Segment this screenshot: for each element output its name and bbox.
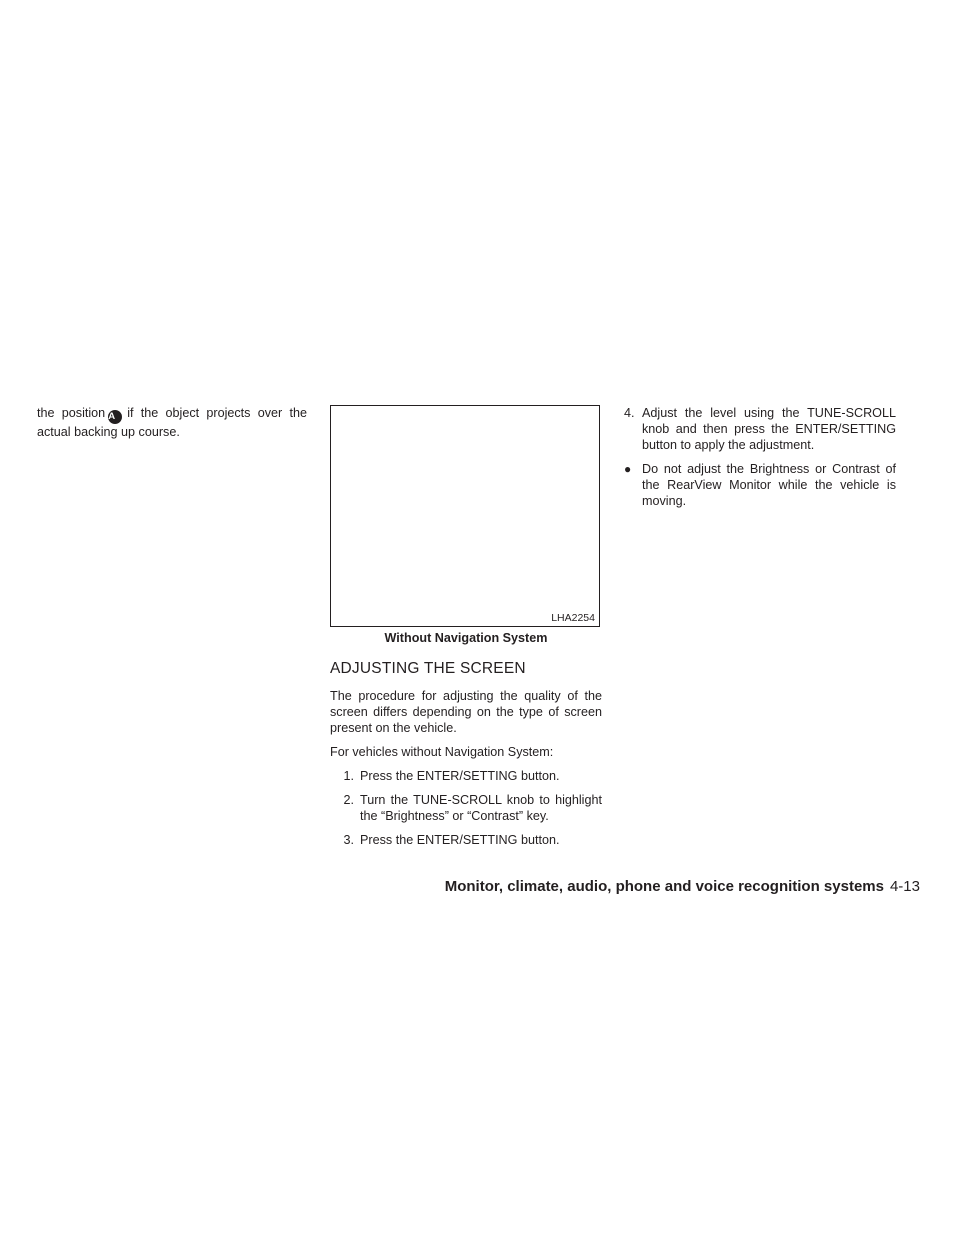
- step-2-text: Turn the TUNE-SCROLL knob to highlight the “Brightness” or “Contrast” key.: [360, 793, 602, 823]
- step-4-text: Adjust the level using the TUNE-SCROLL knob and then press the ENTER/SETTING button to apply the adjustment.: [642, 406, 896, 452]
- right-column: [624, 405, 896, 517]
- caution-bullet-text: Do not adjust the Brightness or Contrast of the RearView Monitor while the vehicle is moving.: [642, 462, 896, 508]
- left-paragraph: [37, 405, 307, 440]
- step-1-text: Press the ENTER/SETTING button.: [360, 769, 560, 783]
- bullet-dot-icon: ●: [624, 462, 632, 476]
- section-lead: For vehicles without Navigation System:: [330, 745, 554, 759]
- step-4: [624, 405, 896, 453]
- left-column: [37, 405, 307, 448]
- left-text-after: if the object projects over the actual backing up course.: [37, 406, 307, 439]
- callout-a-icon: A: [108, 410, 122, 424]
- step-1: [330, 768, 602, 784]
- step-3: [330, 832, 602, 848]
- step-3-text: Press the ENTER/SETTING button.: [360, 833, 560, 847]
- step-4-number: 4.: [624, 406, 635, 420]
- section-heading: ADJUSTING THE SCREEN: [330, 660, 526, 677]
- figure-code: LHA2254: [551, 612, 595, 624]
- caution-bullet: [624, 461, 896, 509]
- section-intro: The procedure for adjusting the quality of the screen differs depending on the type of screen present on the vehicle.: [330, 689, 602, 735]
- footer-section-title: Monitor, climate, audio, phone and voice recognition systems: [444, 878, 884, 895]
- left-text-before: the position: [37, 406, 106, 420]
- footer-page-number: 4-13: [889, 878, 920, 895]
- page-footer: [445, 878, 920, 896]
- step-3-number: 3.: [343, 833, 354, 847]
- step-2: [330, 792, 602, 824]
- figure-caption: Without Navigation System: [384, 631, 548, 645]
- middle-column: [330, 405, 602, 856]
- step-2-number: 2.: [343, 793, 354, 807]
- step-1-number: 1.: [343, 769, 354, 783]
- figure-frame: [330, 405, 600, 627]
